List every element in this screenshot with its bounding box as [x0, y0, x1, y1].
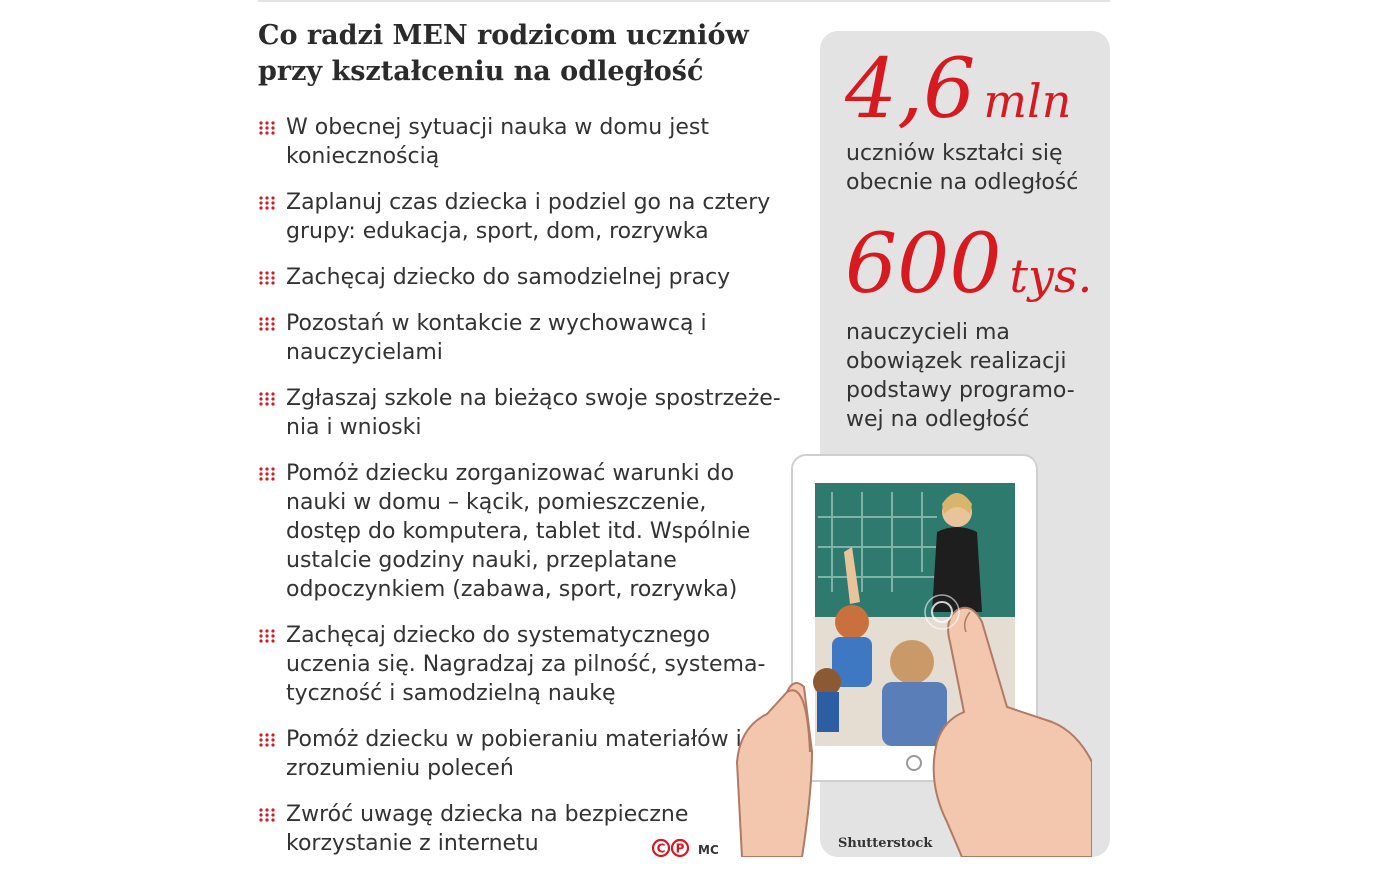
- stat-teachers-caption: nauczycieli ma obowiązek realizacji podstawy programo-wej na odległość: [846, 320, 1075, 432]
- list-item: [258, 725, 788, 783]
- list-item: [258, 459, 788, 604]
- red-dot-grid-icon: [258, 467, 276, 481]
- tip-text: Zachęcaj dziecko do samodzielnej pracy: [286, 265, 731, 290]
- red-dot-grid-icon: [258, 317, 276, 331]
- page-title: Co radzi MEN rodzicom uczniów przy kształceniu na odległość: [258, 20, 749, 87]
- red-dot-grid-icon: [258, 733, 276, 747]
- tip-text: Zaplanuj czas dziecka i podziel go na cztery grupy: edukacja, sport, dom, rozrywka: [286, 190, 771, 244]
- tips-list: [258, 113, 788, 873]
- stat-number: 600: [845, 217, 1002, 312]
- list-item: [258, 384, 788, 442]
- photo-credit: Shutterstock: [838, 836, 933, 851]
- red-dot-grid-icon: [258, 271, 276, 285]
- svg-text:P: P: [675, 841, 685, 856]
- top-divider: [258, 0, 1110, 2]
- list-item: [258, 621, 788, 708]
- stat-unit: tys.: [1009, 249, 1093, 303]
- tip-text: Pozostań w kontakcie z wychowawcą i nauczycielami: [286, 311, 707, 365]
- stat-unit: mln: [983, 74, 1072, 128]
- red-dot-grid-icon: [258, 629, 276, 643]
- tip-text: Zachęcaj dziecko do systematycznego uczenia się. Nagradzaj za pilność, systema-tyczność i samodzielną naukę: [286, 623, 766, 706]
- stat-students-value: [845, 40, 1071, 140]
- tip-text: Pomóż dziecku zorganizować warunki do nauki w domu – kącik, pomieszczenie, dostęp do komputera, tablet itd. Wspólnie ustalcie godziny nauki, przeplatane odpoczynkiem (zabawa, sport, rozrywka): [286, 461, 751, 602]
- tablet-hands-illustration: [732, 452, 1092, 857]
- stat-number: 4,6: [845, 42, 976, 137]
- tip-text: W obecnej sytuacji nauka w domu jest koniecznością: [286, 115, 709, 169]
- tip-text: Pomóż dziecku w pobieraniu materiałów i zrozumieniu poleceń: [286, 727, 742, 781]
- stat-students-caption: uczniów kształci się obecnie na odległość: [846, 141, 1079, 195]
- red-dot-grid-icon: [258, 121, 276, 135]
- tip-text: Zgłaszaj szkole na bieżąco swoje spostrzeże-nia i wnioski: [286, 386, 781, 440]
- list-item: [258, 113, 788, 171]
- author-credit: MC: [698, 843, 719, 857]
- list-item: [258, 263, 788, 292]
- red-dot-grid-icon: [258, 392, 276, 406]
- list-item: [258, 309, 788, 367]
- red-dot-grid-icon: [258, 808, 276, 822]
- cp-logo-icon: [652, 838, 690, 858]
- tip-text: Zwróć uwagę dziecka na bezpieczne korzystanie z internetu: [286, 802, 689, 856]
- stat-teachers-value: [845, 215, 1092, 315]
- red-dot-grid-icon: [258, 196, 276, 210]
- list-item: [258, 188, 788, 246]
- svg-text:C: C: [656, 841, 666, 856]
